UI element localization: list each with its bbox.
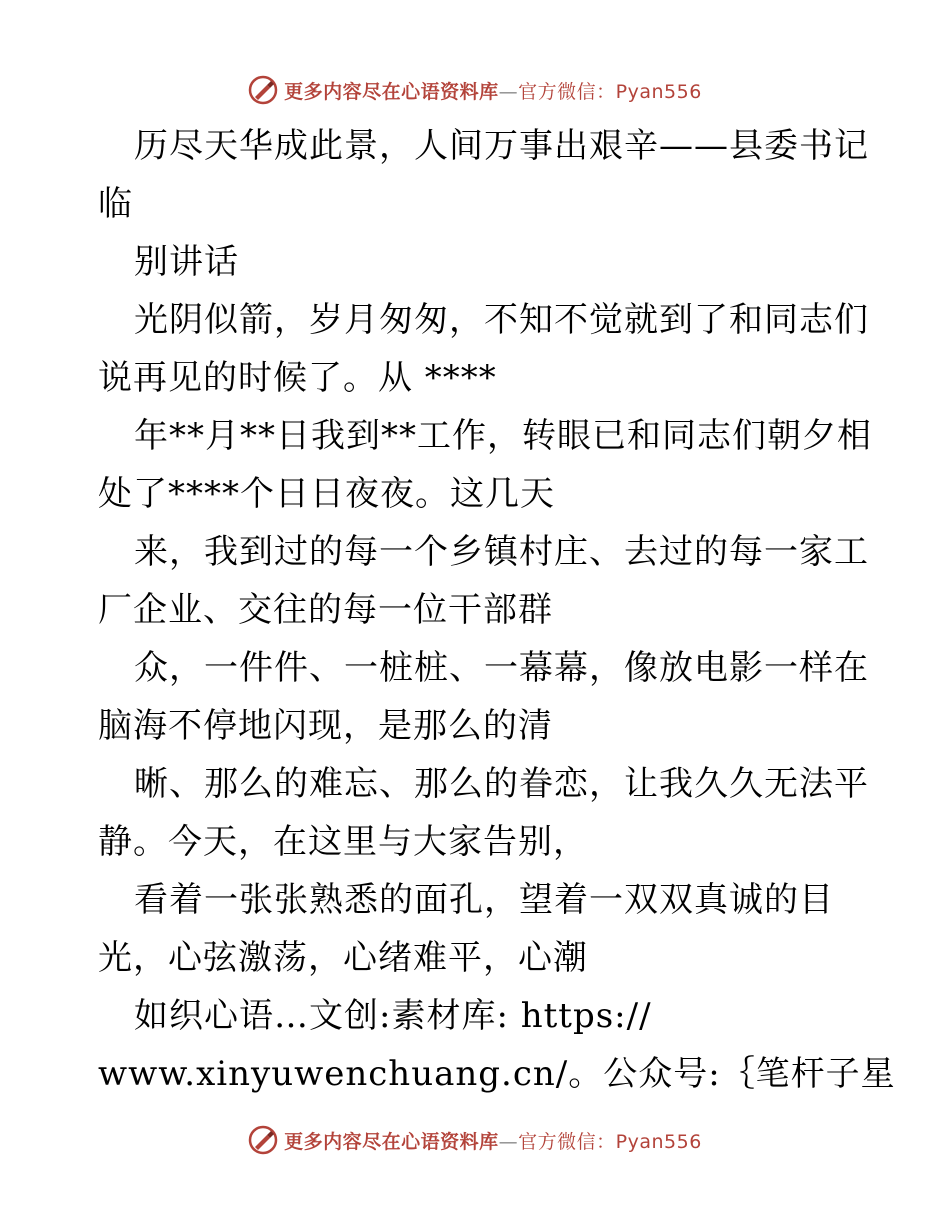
watermark-contact: 官方微信：Pyan556 [518, 1130, 702, 1153]
text-line: 年**月**日我到**工作，转眼已和同志们朝夕相 [134, 416, 872, 456]
watermark-text [284, 77, 702, 104]
text-line: 看着一张张熟悉的面孔，望着一双双真诚的目 [134, 880, 834, 920]
text-line: www.xinyuwenchuang.cn/。公众号:｛笔杆子星 [98, 1054, 896, 1094]
text-line: 光，心弦激荡，心绪难平，心潮 [98, 938, 588, 978]
text-line: 历尽天华成此景，人间万事出艰辛——县委书记 [134, 126, 869, 166]
text-line: 处了****个日日夜夜。这几天 [98, 474, 555, 514]
text-line: 别讲话 [134, 242, 239, 282]
watermark-separator: — [498, 1130, 519, 1153]
text-line: 脑海不停地闪现，是那么的清 [98, 706, 553, 746]
watermark-main: 更多内容尽在心语资料库 [284, 1130, 499, 1153]
footer-watermark [0, 1120, 950, 1160]
text-line: 厂企业、交往的每一位干部群 [98, 590, 553, 630]
text-line: 静。今天，在这里与大家告别， [98, 822, 588, 862]
watermark-contact: 官方微信：Pyan556 [518, 80, 702, 103]
text-line: 晰、那么的难忘、那么的眷恋，让我久久无法平 [134, 764, 869, 804]
watermark-text [284, 1127, 702, 1154]
text-line: 临 [98, 184, 133, 224]
text-line: 说再见的时候了。从 **** [98, 358, 497, 398]
header-watermark [0, 70, 950, 110]
watermark-separator: — [498, 80, 519, 103]
text-line: 来，我到过的每一个乡镇村庄、去过的每一家工 [134, 532, 869, 572]
text-line: 光阴似箭，岁月匆匆，不知不觉就到了和同志们 [134, 300, 869, 340]
text-line: 众，一件件、一桩桩、一幕幕，像放电影一样在 [134, 648, 869, 688]
pen-logo-icon [248, 75, 278, 105]
watermark-main: 更多内容尽在心语资料库 [284, 80, 499, 103]
pen-logo-icon [248, 1125, 278, 1155]
text-line: 如织心语…文创:素材库: https:// [134, 996, 652, 1036]
